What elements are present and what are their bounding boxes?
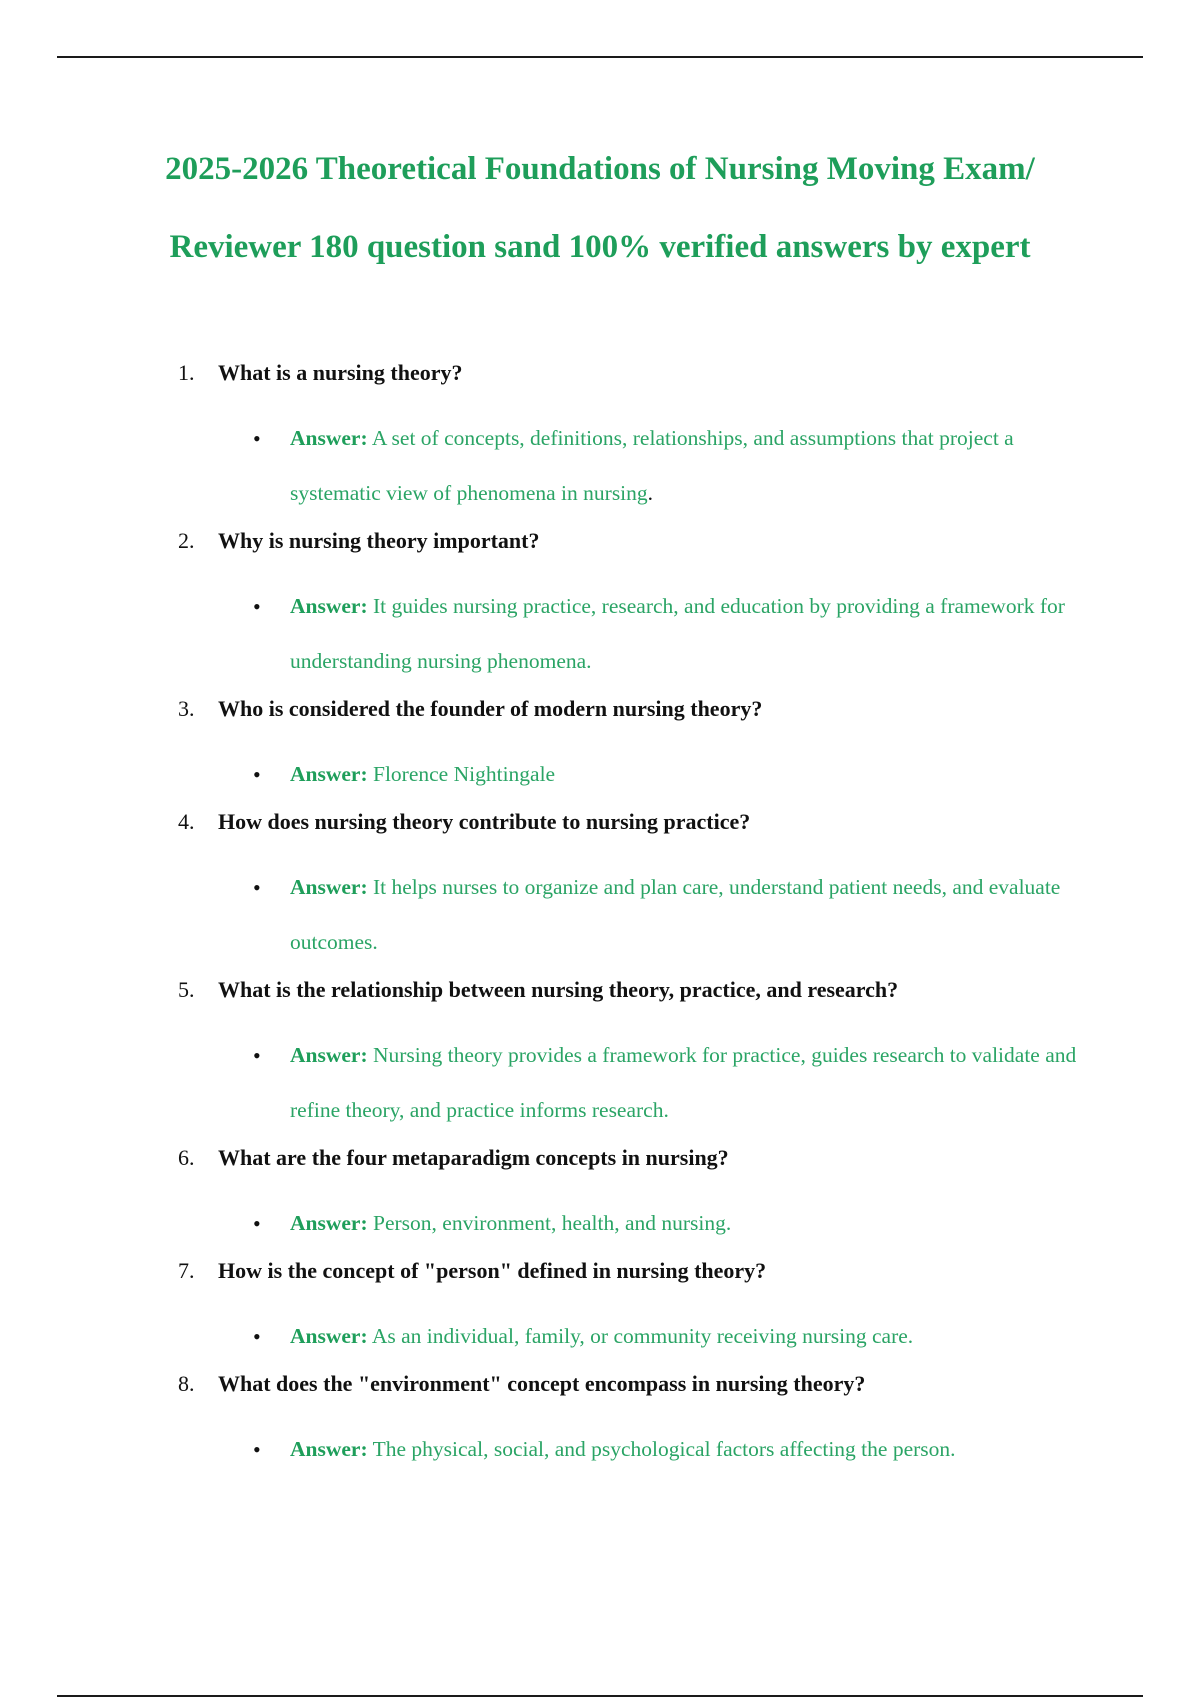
- answer-text: As an individual, family, or community receiving nursing care.: [371, 1324, 914, 1348]
- question-text: How does nursing theory contribute to nursing practice?: [218, 809, 751, 834]
- answer-row: [253, 579, 1090, 689]
- answer-row: [253, 1422, 1090, 1477]
- list-item: [0, 804, 1200, 970]
- bullet-icon: •: [253, 1437, 261, 1462]
- bullet-icon: •: [253, 1324, 261, 1349]
- answer-row: [253, 411, 1090, 521]
- question-row: [0, 972, 1200, 1028]
- answer-text: Nursing theory provides a framework for practice, guides research to validate and refine theory, and practice informs research.: [290, 1043, 1077, 1122]
- answer-label: Answer:: [290, 1043, 368, 1067]
- question-number: 1.: [178, 360, 195, 385]
- answer-label: Answer:: [290, 1324, 368, 1348]
- question-row: [0, 523, 1200, 579]
- answer-label: Answer:: [290, 1211, 368, 1235]
- question-row: [0, 804, 1200, 860]
- bottom-divider: [57, 1695, 1143, 1697]
- question-text: Why is nursing theory important?: [218, 528, 540, 553]
- answer-text: It guides nursing practice, research, and education by providing a framework for understanding nursing phenomena.: [290, 594, 1065, 673]
- question-number: 4.: [178, 809, 195, 834]
- question-number: 6.: [178, 1145, 195, 1170]
- bullet-icon: •: [253, 1043, 261, 1068]
- title-line-1: 2025-2026 Theoretical Foundations of Nursing Moving Exam/: [165, 151, 1035, 187]
- question-row: [0, 355, 1200, 411]
- answer-text: Person, environment, health, and nursing.: [373, 1211, 732, 1235]
- answer-row: [253, 1028, 1090, 1138]
- answer-row: [253, 860, 1090, 970]
- question-list: [0, 355, 1200, 1479]
- answer-text: Florence Nightingale: [373, 762, 556, 786]
- question-row: [0, 1253, 1200, 1309]
- answer-label: Answer:: [290, 594, 368, 618]
- question-text: What is a nursing theory?: [218, 360, 463, 385]
- answer-end-punctuation: .: [647, 481, 654, 505]
- bullet-icon: •: [253, 426, 261, 451]
- answer-text: The physical, social, and psychological factors affecting the person.: [372, 1437, 956, 1461]
- list-item: [0, 691, 1200, 802]
- question-number: 8.: [178, 1371, 195, 1396]
- page-title: [100, 130, 1100, 286]
- top-divider: [57, 56, 1143, 58]
- answer-row: [253, 747, 1090, 802]
- bullet-icon: •: [253, 762, 261, 787]
- question-text: Who is considered the founder of modern nursing theory?: [218, 696, 763, 721]
- question-row: [0, 691, 1200, 747]
- answer-text: It helps nurses to organize and plan care, understand patient needs, and evaluate outcomes.: [290, 875, 1061, 954]
- question-text: What are the four metaparadigm concepts in nursing?: [218, 1145, 729, 1170]
- question-number: 7.: [178, 1258, 195, 1283]
- list-item: [0, 1140, 1200, 1251]
- answer-label: Answer:: [290, 426, 368, 450]
- answer-row: [253, 1309, 1090, 1364]
- list-item: [0, 972, 1200, 1138]
- question-text: What is the relationship between nursing theory, practice, and research?: [218, 977, 899, 1002]
- question-text: How is the concept of "person" defined in nursing theory?: [218, 1258, 767, 1283]
- list-item: [0, 1253, 1200, 1364]
- list-item: [0, 355, 1200, 521]
- question-number: 3.: [178, 696, 195, 721]
- title-line-2: Reviewer 180 question sand 100% verified answers by expert: [169, 229, 1031, 265]
- bullet-icon: •: [253, 1211, 261, 1236]
- bullet-icon: •: [253, 594, 261, 619]
- answer-label: Answer:: [290, 875, 368, 899]
- question-text: What does the "environment" concept encompass in nursing theory?: [218, 1371, 866, 1396]
- question-row: [0, 1366, 1200, 1422]
- question-row: [0, 1140, 1200, 1196]
- question-number: 2.: [178, 528, 195, 553]
- list-item: [0, 523, 1200, 689]
- bullet-icon: •: [253, 875, 261, 900]
- answer-label: Answer:: [290, 1437, 368, 1461]
- answer-label: Answer:: [290, 762, 368, 786]
- list-item: [0, 1366, 1200, 1477]
- answer-row: [253, 1196, 1090, 1251]
- question-number: 5.: [178, 977, 195, 1002]
- answer-text: A set of concepts, definitions, relationships, and assumptions that project a systematic view of phenomena in nursing: [290, 426, 1014, 505]
